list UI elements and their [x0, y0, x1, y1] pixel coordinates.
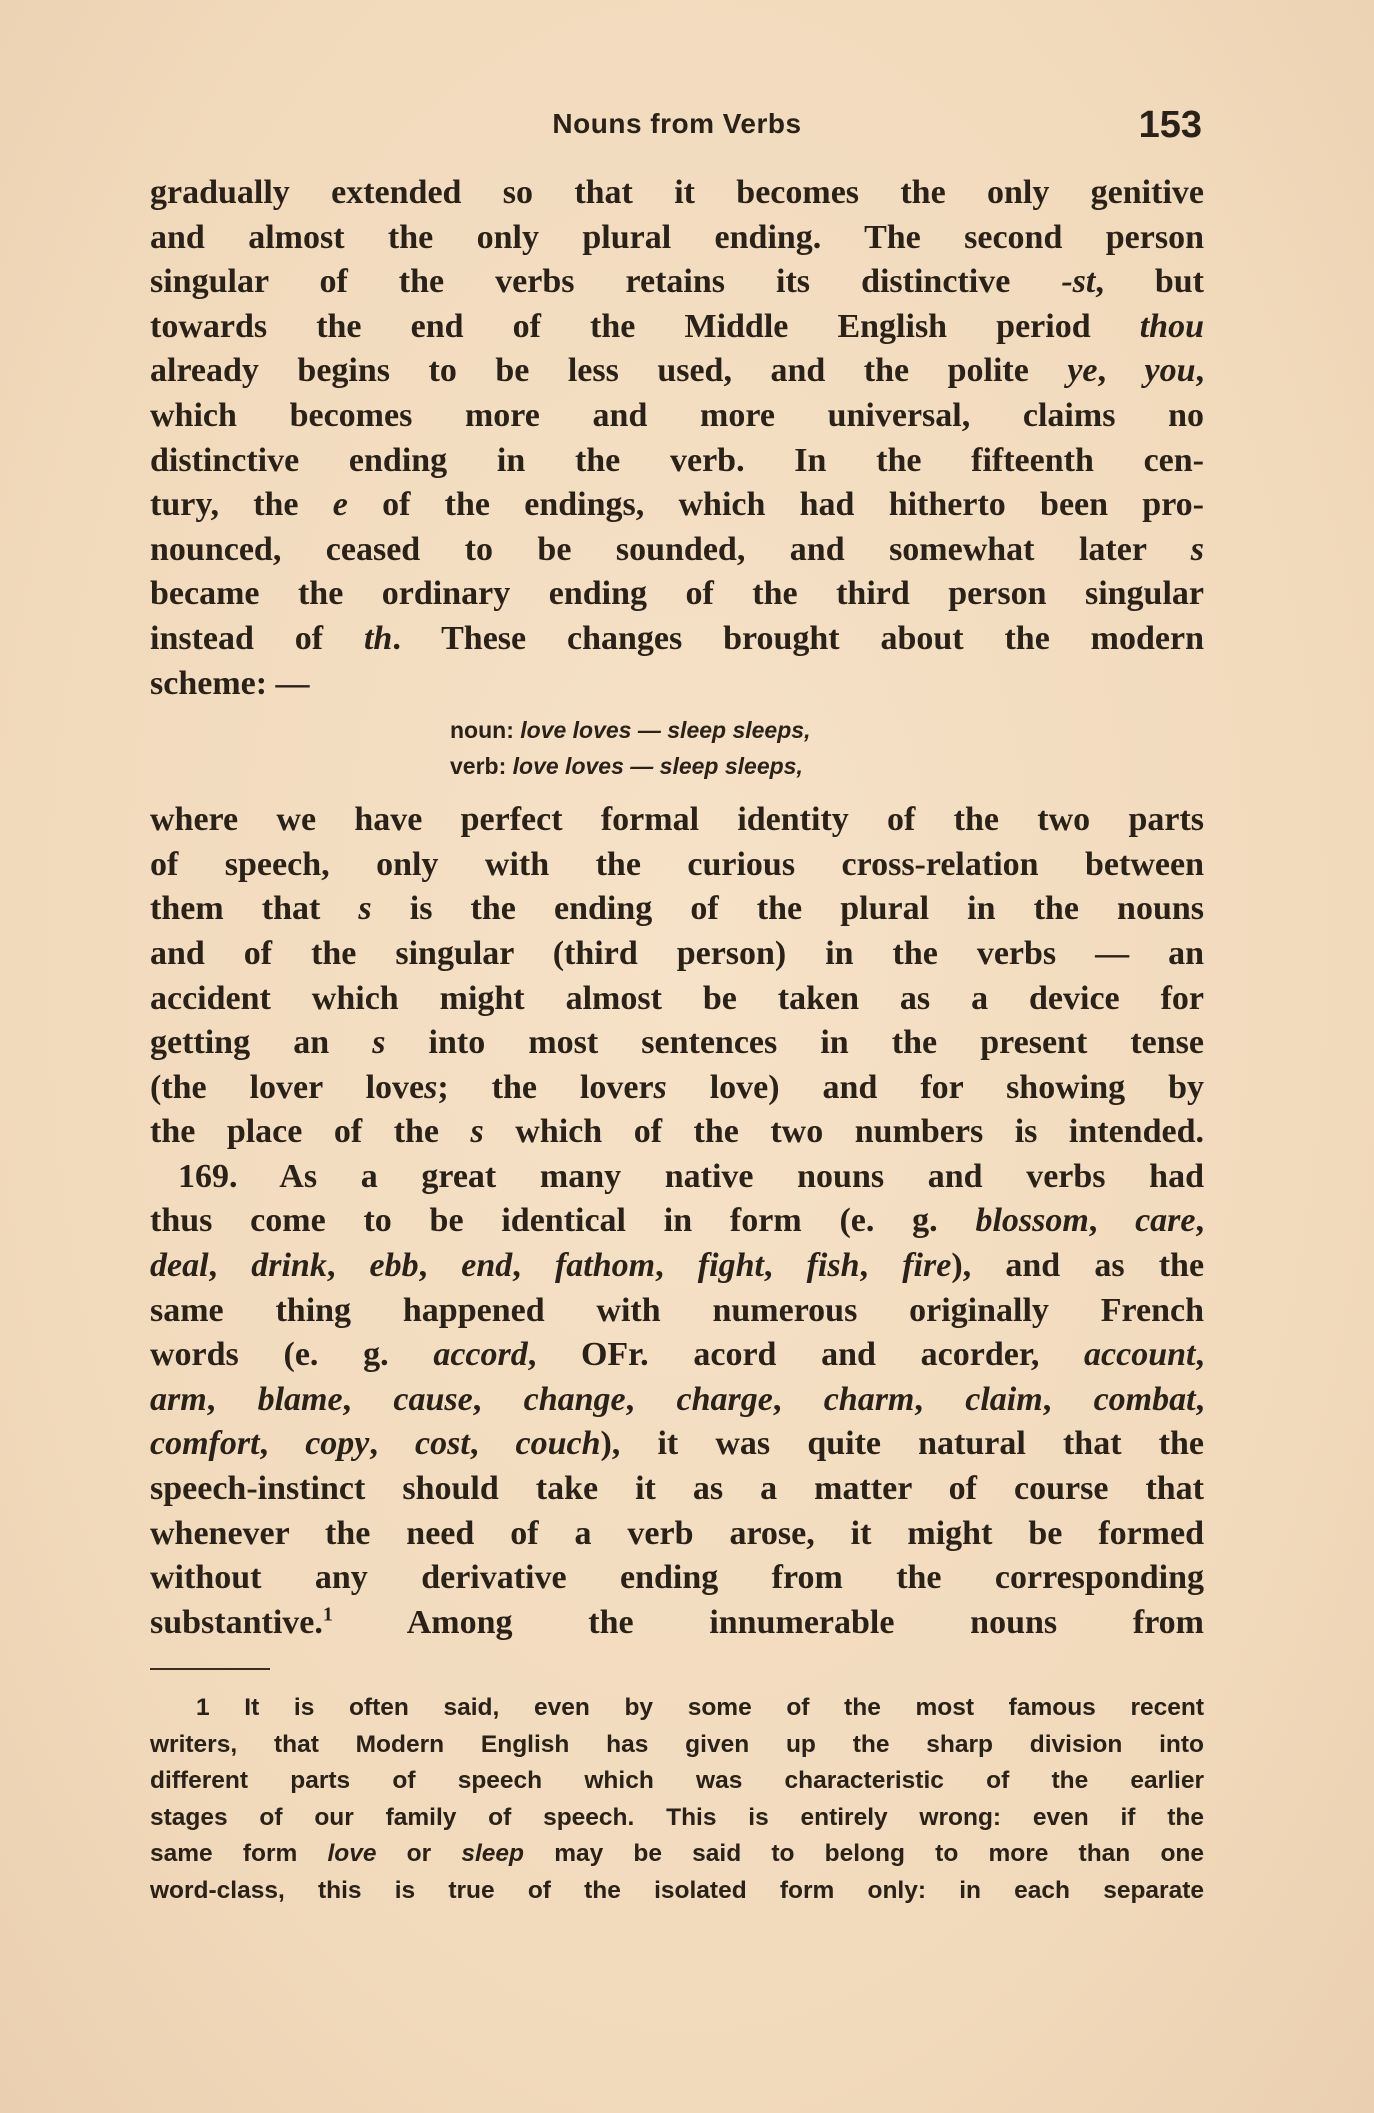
- italic-run: love: [327, 1840, 377, 1868]
- text-run: ,: [369, 1425, 416, 1463]
- text-run: ,: [1042, 1380, 1094, 1418]
- text-run: ), and as the: [951, 1247, 1205, 1285]
- text-line: [150, 1155, 1204, 1200]
- text-run: them that: [150, 890, 359, 928]
- text-run: or: [376, 1840, 462, 1868]
- text-line: accident which might almost be taken as a device for: [150, 979, 1204, 1017]
- text-run: ,: [1088, 1202, 1136, 1240]
- italic-run: s: [653, 1068, 667, 1106]
- text-run: is the ending of the plural in the nouns: [371, 890, 1204, 928]
- text-run: ,: [763, 1247, 807, 1285]
- italic-run: ye: [1067, 352, 1098, 390]
- italic-run: fire: [902, 1247, 952, 1285]
- footnote: [150, 1690, 1204, 1910]
- italic-run: th: [363, 619, 393, 657]
- text-run: instead of: [150, 619, 364, 657]
- scheme-row-verb: [450, 748, 1204, 784]
- text-run: tury, the: [150, 486, 333, 524]
- scheme-label: noun:: [450, 717, 514, 744]
- text-line: [150, 483, 1204, 528]
- italic-run: deal: [150, 1247, 209, 1285]
- text-line: [150, 1199, 1204, 1244]
- text-run: . These changes brought about the modern: [392, 619, 1204, 657]
- italic-run: end: [461, 1247, 513, 1285]
- text-line: [150, 305, 1204, 350]
- footnote-rule: [150, 1668, 270, 1670]
- italic-run: s: [358, 890, 372, 928]
- footnote-line: writers, that Modern English has given up the sharp division into: [150, 1730, 1204, 1758]
- text-run: same form: [150, 1840, 328, 1868]
- text-run: already begins to be less used, and the polite: [150, 352, 1068, 390]
- text-run: nounced, ceased to be sounded, and somewhat later: [150, 530, 1191, 568]
- text-run: ,: [342, 1380, 394, 1418]
- text-line: [150, 1110, 1204, 1155]
- text-run: love) and for showing by: [666, 1068, 1204, 1106]
- italic-run: accord: [433, 1336, 528, 1374]
- text-run: ,: [772, 1380, 824, 1418]
- text-run: ,: [1195, 1336, 1204, 1374]
- page-number: 153: [1138, 104, 1202, 146]
- footnote-line: stages of our family of speech. This is entirely wrong: even if the: [150, 1803, 1204, 1831]
- text-line: [150, 1601, 1204, 1646]
- italic-run: s: [424, 1068, 438, 1106]
- italic-run: comfort: [150, 1425, 260, 1463]
- text-run: , but: [1095, 263, 1205, 301]
- text-line: whenever the need of a verb arose, it might be formed: [150, 1514, 1204, 1552]
- text-run: ,: [472, 1380, 524, 1418]
- text-run: ; the lover: [437, 1068, 654, 1106]
- text-line: without any derivative ending from the corresponding: [150, 1559, 1204, 1597]
- text-line: [150, 1244, 1204, 1289]
- text-run: of the endings, which had hitherto been pro-: [347, 486, 1204, 524]
- text-run: ,: [512, 1247, 555, 1285]
- italic-run: s: [470, 1113, 484, 1151]
- italic-run: cause: [393, 1380, 473, 1418]
- text-run: ,: [655, 1247, 698, 1285]
- text-run: ,: [326, 1247, 370, 1285]
- text-line: and of the singular (third person) in the verbs — an: [150, 934, 1204, 972]
- text-run: thus come to be identical in form (e. g.: [150, 1202, 976, 1240]
- italic-run: e: [332, 486, 348, 524]
- text-line: scheme: —: [150, 664, 310, 702]
- text-run: ,: [1195, 1380, 1205, 1418]
- italic-run: account: [1084, 1336, 1196, 1374]
- text-run: ,: [469, 1425, 516, 1463]
- italic-run: fathom: [554, 1247, 656, 1285]
- text-line: of speech, only with the curious cross-relation between: [150, 845, 1204, 883]
- italic-run: charm: [823, 1380, 915, 1418]
- scheme-forms: love loves — sleep sleeps,: [520, 717, 811, 744]
- text-line: [150, 349, 1204, 394]
- scheme-block: [450, 712, 1204, 784]
- italic-run: claim: [965, 1380, 1043, 1418]
- text-run: ,: [259, 1425, 306, 1463]
- scheme-label: verb:: [450, 753, 507, 780]
- text-line: where we have perfect formal identity of the two parts: [150, 801, 1204, 839]
- text-run: towards the end of the Middle English period: [150, 307, 1140, 345]
- text-run: getting an: [150, 1024, 373, 1062]
- text-run: (the lover love: [150, 1068, 425, 1106]
- text-run: ,: [1097, 352, 1145, 390]
- italic-run: couch: [515, 1425, 601, 1463]
- text-run: into most sentences in the present tense: [385, 1024, 1205, 1062]
- running-head: Nouns from Verbs: [552, 108, 802, 139]
- text-run: ,: [859, 1247, 903, 1285]
- footnote-line: different parts of speech which was characteristic of the earlier: [150, 1767, 1204, 1795]
- text-line: [150, 528, 1204, 573]
- italic-run: drink: [251, 1247, 327, 1285]
- italic-run: thou: [1139, 307, 1204, 345]
- footnote-line: [150, 1836, 1204, 1873]
- text-run: ,: [208, 1247, 252, 1285]
- italic-run: ebb: [369, 1247, 419, 1285]
- text-run: ,: [418, 1247, 462, 1285]
- text-line: [150, 1021, 1204, 1066]
- text-run: substantive.: [150, 1603, 323, 1641]
- text-line: gradually extended so that it becomes the only genitive: [150, 174, 1204, 211]
- footnote-line: 1 It is often said, even by some of the most famous recent: [196, 1694, 1204, 1721]
- text-run: As a great many native nouns and verbs had: [237, 1157, 1204, 1195]
- italic-run: s: [1190, 530, 1204, 568]
- main-text: [150, 171, 1204, 1645]
- text-line: became the ordinary ending of the third person singular: [150, 575, 1204, 613]
- footnote-marker: 1: [322, 1603, 333, 1626]
- text-run: ), it was quite natural that the: [600, 1425, 1205, 1463]
- text-run: singular of the verbs retains its distinctive: [150, 263, 1062, 301]
- text-line: same thing happened with numerous originally French: [150, 1291, 1204, 1329]
- text-line: [150, 1422, 1204, 1467]
- footnote-line: word-class, this is true of the isolated form only: in each separate: [150, 1876, 1204, 1904]
- text-run: ,: [1195, 352, 1205, 390]
- italic-run: sleep: [461, 1840, 525, 1868]
- text-line: [150, 260, 1204, 305]
- text-run: ,: [1195, 1202, 1205, 1240]
- section-number: 169.: [178, 1157, 238, 1195]
- text-run: ,: [206, 1380, 258, 1418]
- text-run: may be said to belong to more than one: [524, 1840, 1204, 1868]
- text-line: [150, 887, 1204, 932]
- italic-run: cost: [415, 1425, 470, 1463]
- text-run: the place of the: [150, 1113, 471, 1151]
- text-line: distinctive ending in the verb. In the fifteenth cen-: [150, 441, 1204, 479]
- italic-run: charge: [676, 1380, 773, 1418]
- text-line: [150, 617, 1204, 662]
- scheme-forms: love loves — sleep sleeps,: [512, 753, 803, 780]
- italic-run: copy: [305, 1425, 370, 1463]
- text-line: [150, 1333, 1204, 1378]
- italic-run: combat: [1093, 1380, 1196, 1418]
- page-header: [152, 104, 1202, 154]
- italic-run: fish: [806, 1247, 860, 1285]
- text-line: speech-instinct should take it as a matter of course that: [150, 1470, 1204, 1508]
- italic-run: arm: [150, 1380, 207, 1418]
- text-run: Among the innumerable nouns from: [332, 1603, 1204, 1641]
- italic-run: care: [1135, 1202, 1196, 1240]
- text-run: words (e. g.: [150, 1336, 434, 1374]
- italic-run: blossom: [975, 1202, 1089, 1240]
- italic-run: s: [372, 1024, 386, 1062]
- text-run: ,: [914, 1380, 966, 1418]
- text-line: [150, 1066, 1204, 1111]
- italic-run: fight: [697, 1247, 764, 1285]
- italic-run: change: [523, 1380, 626, 1418]
- text-run: which of the two numbers is intended.: [483, 1113, 1204, 1151]
- text-line: [150, 1378, 1204, 1423]
- scheme-row-noun: [450, 712, 1204, 748]
- italic-run: you: [1144, 352, 1196, 390]
- text-line: and almost the only plural ending. The second person: [150, 218, 1204, 256]
- italic-run: blame: [257, 1380, 343, 1418]
- text-run: ,: [625, 1380, 677, 1418]
- text-line: which becomes more and more universal, claims no: [150, 396, 1204, 434]
- text-run: , OFr. acord and acorder,: [527, 1336, 1085, 1374]
- italic-run: -st: [1061, 263, 1096, 301]
